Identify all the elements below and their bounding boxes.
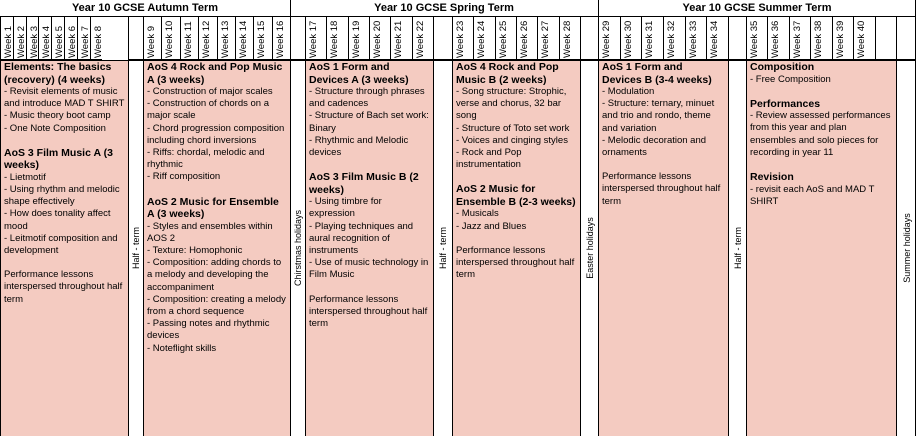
week-header-cell [13, 16, 26, 60]
week-header-cell [537, 16, 558, 60]
week-header-cell [832, 16, 853, 60]
week-header-cell [412, 16, 433, 60]
week-label: Week 7 [79, 25, 91, 58]
section-gap [147, 184, 287, 196]
section-gap [750, 86, 893, 98]
christmas-holidays [290, 60, 305, 436]
unit-topic-line: - Jazz and Blues [456, 220, 527, 232]
week-label: Week 19 [350, 20, 362, 58]
week-label: Week 5 [54, 25, 66, 58]
week-header-cell [272, 16, 290, 60]
holiday-header-cell [896, 16, 916, 60]
section-gap [4, 257, 125, 269]
week-label: Week 27 [540, 20, 552, 58]
summer-holidays-label: Summer holidays [901, 213, 912, 283]
unit-heading: Composition [750, 61, 815, 73]
block-form-devices-b [598, 60, 728, 436]
section-gap [602, 159, 725, 171]
week-label: Week 2 [15, 25, 27, 58]
divider [290, 0, 291, 436]
unit-heading: AoS 3 Film Music A (3 weeks) [4, 146, 113, 172]
block-composition-performances-revision [746, 60, 896, 436]
week-header-cell [369, 16, 390, 60]
week-header-cell [180, 16, 198, 60]
unit-topic-line: - Song structure: Strophic, verse and chorus, 32 bar song [456, 86, 567, 122]
unit-heading: Performances [750, 97, 821, 110]
half-term-label: Half - term [732, 226, 743, 270]
unit-heading: AoS 4 Rock and Pop Music B (2 weeks) [456, 61, 559, 86]
week-header-cell [26, 16, 39, 60]
week-header-cell [161, 16, 179, 60]
week-label: Week 6 [67, 25, 78, 58]
unit-topic-line: - One Note Composition [4, 122, 106, 134]
half-term-autumn [128, 60, 143, 436]
week-header-cell [641, 16, 663, 60]
week-label: Week 3 [28, 25, 40, 58]
section-gap [456, 171, 577, 183]
week-header-cell [620, 16, 642, 60]
holiday-header-cell [290, 16, 305, 60]
unit-heading: AoS 1 Form and Devices A (3 weeks) [309, 61, 409, 86]
summer-holidays [896, 60, 916, 436]
week-label: Week 9 [146, 25, 157, 58]
week-label: Week 17 [308, 20, 319, 58]
week-header-cell [235, 16, 253, 60]
week-header-cell [663, 16, 685, 60]
week-header-cell [51, 16, 64, 60]
week-header-cell [685, 16, 707, 60]
unit-topic-line: - Construction of major scales [147, 86, 273, 97]
unit-topic-line: - Music theory boot camp [4, 110, 111, 122]
week-label: Week 32 [666, 20, 677, 58]
unit-topic-line: - Structure: ternary, minuet and trio and rondo, theme and variation [602, 98, 715, 134]
unit-topic-line: - Playing techniques and aural recognition of instruments [309, 220, 414, 257]
week-label [876, 16, 891, 60]
week-label: Week 25 [497, 20, 509, 58]
week-label: Week 33 [687, 20, 699, 58]
week-header-cell [253, 16, 271, 60]
unit-topic-line: - revisit each AoS and MAD T SHIRT [750, 183, 875, 207]
week-header-cell [143, 16, 161, 60]
unit-topic-line: - Leitmotif composition and development [4, 232, 118, 257]
week-header-cell [746, 16, 767, 60]
holiday-header-cell [580, 16, 598, 60]
week-label: Week 20 [371, 20, 383, 58]
block-form-devices-a-and-film-music-b [305, 60, 433, 436]
week-label: Week 31 [644, 20, 656, 58]
easter-holidays [580, 60, 598, 436]
week-label: Week 21 [393, 20, 405, 58]
unit-topic-line: - Construction of chords on a major scale [147, 98, 269, 122]
week-header-cell [198, 16, 216, 60]
divider [0, 60, 916, 61]
unit-heading: Elements: The basics (recovery) (4 weeks) [4, 61, 112, 86]
week-header-cell [473, 16, 494, 60]
unit-topic-line: - Structure through phrases and cadences [309, 86, 425, 110]
week-label: Week 14 [237, 20, 249, 58]
block-rock-pop-a-and-ensemble-a [143, 60, 290, 436]
unit-topic-line: - Voices and cinging styles [456, 134, 568, 146]
week-header-cell [516, 16, 537, 60]
unit-topic-line: - Structure of Toto set work [456, 122, 570, 134]
divider [0, 16, 916, 17]
week-label: Week 12 [201, 20, 213, 58]
unit-heading: AoS 2 Music for Ensemble A (3 weeks) [147, 195, 279, 221]
section-gap [309, 159, 430, 171]
unit-topic-line: - Riff composition [147, 171, 221, 183]
unit-topic-line: - Revisit elements of music and introduce MAD T SHIRT [4, 86, 125, 110]
block-rock-pop-b-and-ensemble-b [452, 60, 580, 436]
unit-topic-line: - Noteflight skills [147, 342, 217, 354]
unit-topic-line: - Composition: creating a melody from a chord sequence [147, 293, 286, 318]
week-header-cell [452, 16, 473, 60]
week-header-cell [305, 16, 326, 60]
week-header-cell [810, 16, 831, 60]
holiday-header-cell [728, 16, 746, 60]
week-label: Week 28 [561, 20, 573, 58]
half-term-summer [728, 60, 746, 436]
week-header-cell [326, 16, 347, 60]
week-label: Week 34 [709, 20, 721, 58]
unit-topic-line: - Rhythmic and Melodic devices [309, 134, 409, 159]
week-label: Week 23 [455, 20, 466, 58]
week-label: Week 29 [601, 20, 612, 58]
week-label: Week 11 [182, 21, 194, 58]
week-header-cell [789, 16, 810, 60]
section-gap [456, 233, 577, 245]
week-header-cell [64, 16, 77, 60]
unit-topic-line: - Musicals [456, 208, 499, 220]
divider [598, 0, 599, 436]
week-header-cell [875, 16, 896, 60]
unit-topic-line: - Composition: adding chords to a melody and developing the accompaniment [147, 257, 282, 293]
week-label: Week 37 [791, 20, 803, 58]
week-header-cell [559, 16, 580, 60]
term-header-summer: Year 10 GCSE Summer Term [682, 2, 832, 14]
half-term-spring [433, 60, 452, 436]
unit-topic-line: Performance lessons interspersed throughout half term [602, 171, 721, 207]
week-header-cell [767, 16, 788, 60]
christmas-holidays-label: Chirstmas holidays [293, 209, 303, 287]
week-header-cell [495, 16, 516, 60]
week-header-cell [706, 16, 728, 60]
week-header-cell [90, 16, 103, 60]
week-header-cell [598, 16, 620, 60]
unit-topic-line: - Review assessed performances from this year and plan ensembles and solo pieces for recording in year 11 [750, 110, 891, 158]
week-label: Week 36 [770, 20, 782, 58]
unit-topic-line: - Texture: Homophonic [147, 245, 243, 257]
week-label: Week 16 [274, 20, 286, 58]
unit-topic-line: Performance lessons interspersed throughout half term [456, 244, 575, 281]
week-label: Week 10 [164, 20, 176, 58]
unit-topic-line: - Passing notes and rhythmic devices [147, 318, 270, 342]
unit-topic-line: - Styles and ensembles within AOS 2 [147, 220, 273, 244]
unit-topic-line: - Lietmotif [4, 171, 46, 183]
unit-topic-line: Performance lessons interspersed throughout half term [4, 269, 123, 305]
unit-topic-line: Performance lessons interspersed throughout half term [309, 293, 428, 330]
holiday-header-cell [433, 16, 452, 60]
week-label: Week 38 [813, 20, 825, 58]
section-gap [750, 159, 893, 171]
unit-topic-line: - Rock and Pop instrumentation [456, 147, 522, 171]
half-term-label: Half - term [131, 226, 141, 270]
block-elements-and-film-music-a [0, 60, 128, 436]
week-label: Week 18 [329, 20, 341, 58]
week-label: Week 26 [518, 20, 530, 58]
unit-topic-line: - How does tonality affect mood [4, 208, 111, 232]
week-label: Week 35 [749, 20, 760, 58]
week-label: Week 4 [41, 25, 53, 58]
week-header-cell [390, 16, 411, 60]
week-header-cell [348, 16, 369, 60]
week-label: Week 22 [414, 20, 426, 58]
week-label: Week 40 [856, 20, 868, 58]
unit-heading: Revision [750, 171, 794, 184]
unit-topic-line: - Chord progression composition including chord inversions [147, 122, 285, 146]
half-term-label: Half - term [438, 226, 448, 270]
unit-topic-line: - Melodic decoration and ornaments [602, 134, 707, 159]
term-header-autumn: Year 10 GCSE Autumn Term [71, 2, 219, 14]
week-label: Week 1 [3, 25, 14, 58]
easter-holidays-label: Easter holidays [584, 217, 595, 279]
week-label: Week 13 [219, 20, 231, 58]
unit-heading: AoS 1 Form and Devices B (3-4 weeks) [602, 61, 712, 86]
unit-topic-line: - Using rhythm and melodic shape effectively [4, 184, 120, 208]
unit-topic-line: - Using timbre for expression [309, 196, 382, 220]
week-label: Week 30 [622, 20, 634, 58]
section-gap [309, 282, 430, 294]
week-label: Week 15 [256, 20, 268, 58]
holiday-header-cell [128, 16, 143, 60]
week-label: Week 8 [92, 25, 104, 58]
unit-heading: AoS 2 Music for Ensemble B (2-3 weeks) [456, 183, 576, 208]
unit-topic-line: - Use of music technology in Film Music [309, 257, 429, 281]
unit-heading: AoS 4 Rock and Pop Music A (3 weeks) [147, 61, 283, 86]
week-label: Week 24 [476, 20, 488, 58]
unit-topic-line: - Riffs: chordal, melodic and rhythmic [147, 147, 265, 171]
week-header-cell [853, 16, 874, 60]
unit-topic-line: - Structure of Bach set work: Binary [309, 110, 429, 134]
week-header-cell [217, 16, 235, 60]
week-header-cell [38, 16, 51, 60]
section-gap [4, 135, 125, 147]
week-header-cell [77, 16, 90, 60]
term-header-spring: Year 10 GCSE Spring Term [374, 2, 514, 14]
unit-topic-line: - Free Composition [750, 73, 831, 85]
unit-heading: AoS 3 Film Music B (2 weeks) [309, 171, 419, 196]
week-header-cell [0, 16, 13, 60]
week-label: Week 39 [834, 20, 846, 58]
unit-topic-line: - Modulation [602, 86, 655, 97]
